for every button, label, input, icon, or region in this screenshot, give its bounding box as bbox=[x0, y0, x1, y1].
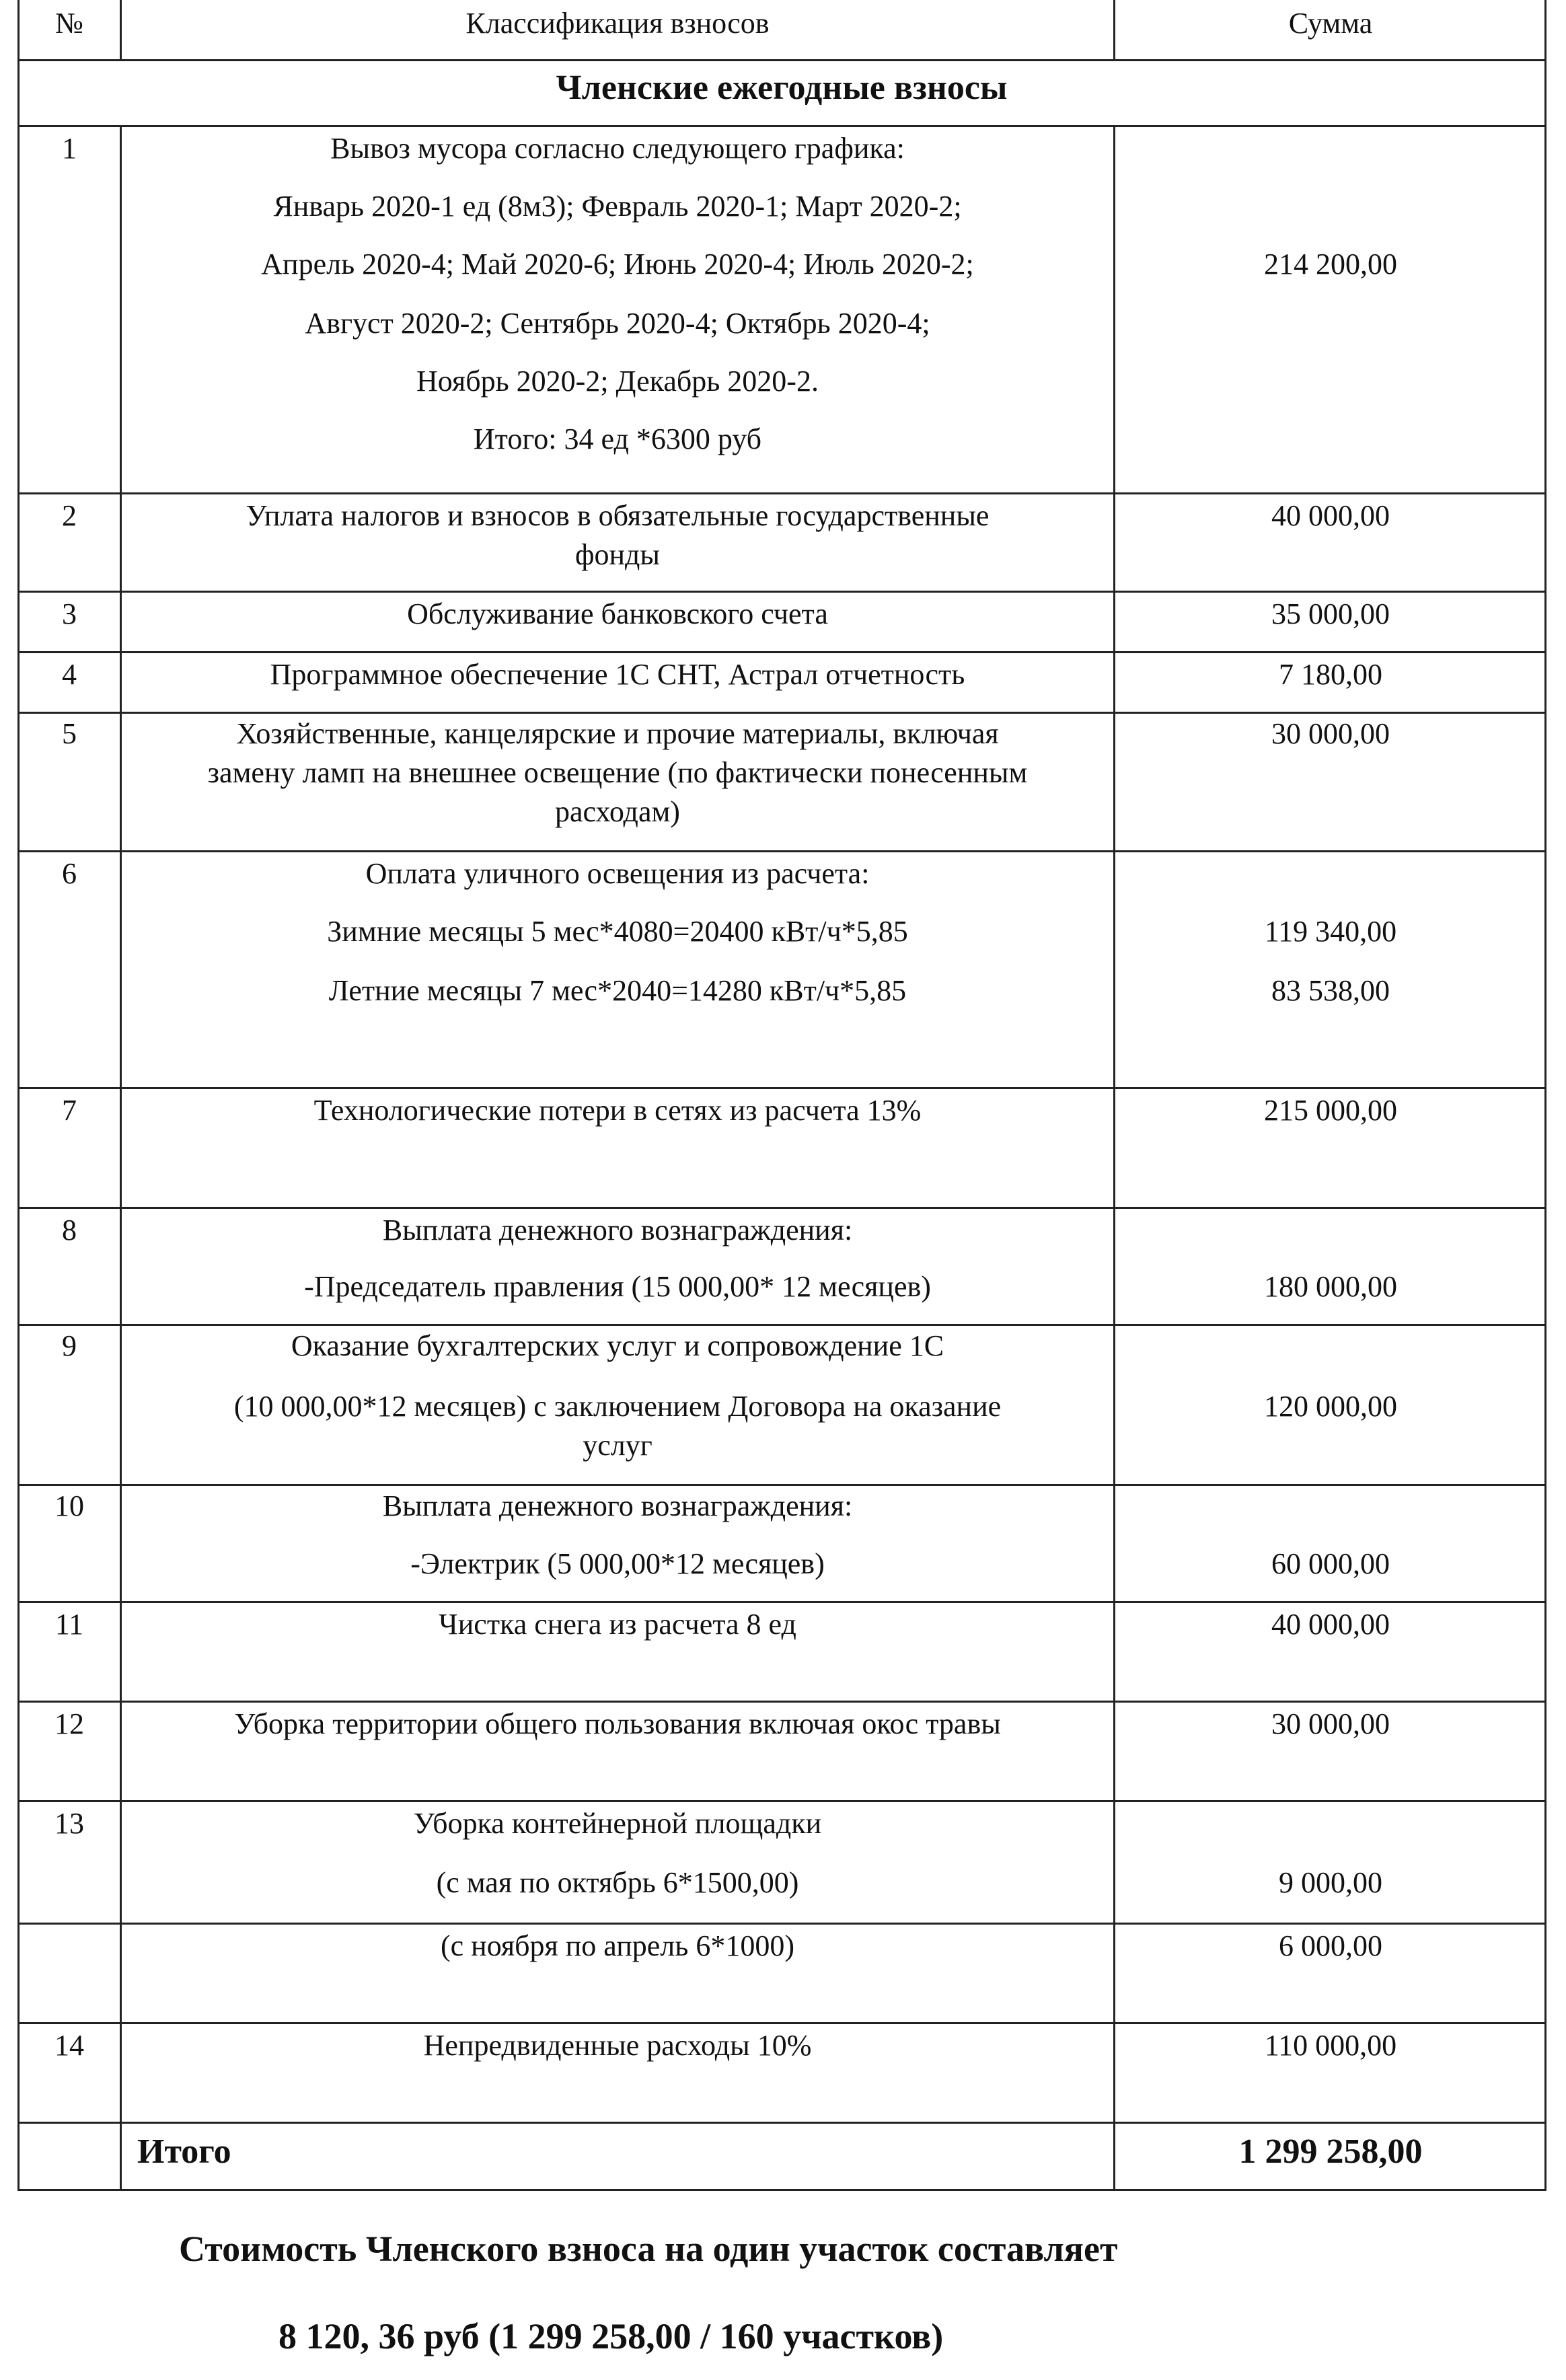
row-text-line: Январь 2020-1 ед (8м3); Февраль 2020-1; Март 2020-2; bbox=[273, 190, 962, 223]
grid-hline bbox=[17, 1923, 1546, 1925]
row-sum: 35 000,00 bbox=[1271, 597, 1390, 630]
row-num: 13 bbox=[54, 1807, 84, 1840]
header-num: № bbox=[55, 7, 83, 40]
section-title: Членские ежегодные взносы bbox=[556, 69, 1008, 107]
row-sum: 180 000,00 bbox=[1264, 1270, 1397, 1303]
row-num: 9 bbox=[62, 1329, 77, 1362]
row-text-line: Апрель 2020-4; Май 2020-6; Июнь 2020-4; Июль 2020-2; bbox=[261, 248, 974, 281]
grid-hline bbox=[17, 1800, 1546, 1802]
row-sum: 40 000,00 bbox=[1271, 1608, 1390, 1641]
row-sum: 30 000,00 bbox=[1271, 1707, 1390, 1740]
row-sum: 119 340,00 bbox=[1264, 915, 1397, 948]
grid-hline bbox=[17, 712, 1546, 714]
row-text-line: фонды bbox=[574, 538, 660, 571]
footer-line-1: Стоимость Членского взноса на один участок составляет bbox=[179, 2229, 1118, 2269]
row-text-line: (10 000,00*12 месяцев) с заключением Договора на оказание bbox=[233, 1390, 1002, 1423]
grid-hline bbox=[17, 591, 1546, 593]
row-text-line: Зимние месяцы 5 мес*4080=20400 кВт/ч*5,85 bbox=[327, 915, 908, 948]
row-text-line: Итого: 34 ед *6300 руб bbox=[473, 422, 762, 455]
grid-hline bbox=[17, 1701, 1546, 1703]
row-sum: 30 000,00 bbox=[1271, 717, 1390, 750]
row-sum: 120 000,00 bbox=[1264, 1390, 1397, 1423]
grid-hline bbox=[17, 2189, 1546, 2191]
row-text-line: услуг bbox=[583, 1429, 652, 1462]
row-text-line: расходам) bbox=[555, 795, 680, 828]
row-num: 7 bbox=[62, 1094, 77, 1127]
row-num: 5 bbox=[62, 717, 77, 750]
row-text-line: Оказание бухгалтерских услуг и сопровождение 1С bbox=[291, 1329, 944, 1362]
row-text-line: (с ноября по апрель 6*1000) bbox=[440, 1929, 794, 1962]
grid-hline bbox=[17, 850, 1546, 852]
row-num: 14 bbox=[54, 2029, 84, 2062]
row-num: 1 bbox=[62, 132, 77, 165]
row-sum: 110 000,00 bbox=[1264, 2029, 1397, 2062]
row-sum: 7 180,00 bbox=[1279, 658, 1382, 691]
grid-hline bbox=[17, 1484, 1546, 1486]
row-text-line: замену ламп на внешнее освещение (по фактически понесенным bbox=[207, 756, 1028, 789]
row-text-line: Непредвиденные расходы 10% bbox=[423, 2029, 812, 2062]
grid-hline bbox=[17, 2022, 1546, 2024]
row-text-line: Уборка контейнерной площадки bbox=[413, 1807, 822, 1840]
row-num: 8 bbox=[62, 1214, 77, 1247]
row-num: 6 bbox=[62, 857, 77, 890]
grid-hline bbox=[17, 1087, 1546, 1089]
row-sum: 60 000,00 bbox=[1271, 1547, 1390, 1580]
row-text-line: Хозяйственные, канцелярские и прочие материалы, включая bbox=[236, 717, 999, 750]
total-label: Итого bbox=[137, 2132, 231, 2171]
row-sum: 215 000,00 bbox=[1264, 1094, 1397, 1127]
row-text-line: Уплата налогов и взносов в обязательные государственные bbox=[246, 499, 990, 532]
grid-hline bbox=[17, 1601, 1546, 1603]
row-sum: 83 538,00 bbox=[1271, 974, 1390, 1007]
row-text-line: Выплата денежного вознаграждения: bbox=[382, 1489, 853, 1522]
header-classification: Классификация взносов bbox=[465, 7, 770, 40]
grid-hline bbox=[17, 492, 1546, 494]
row-text-line: (с мая по октябрь 6*1500,00) bbox=[436, 1866, 799, 1899]
grid-hline bbox=[17, 59, 1546, 61]
total-sum: 1 299 258,00 bbox=[1238, 2132, 1423, 2171]
grid-hline bbox=[17, 1207, 1546, 1209]
row-num: 3 bbox=[62, 597, 77, 630]
row-sum: 214 200,00 bbox=[1264, 248, 1397, 281]
row-text-line: Август 2020-2; Сентябрь 2020-4; Октябрь 2020-4; bbox=[305, 307, 930, 340]
header-sum: Сумма bbox=[1288, 7, 1373, 40]
footer-line-2: 8 120, 36 руб (1 299 258,00 / 160 участков) bbox=[278, 2316, 944, 2356]
row-text-line: Чистка снега из расчета 8 ед bbox=[439, 1608, 796, 1641]
row-text-line: Ноябрь 2020-2; Декабрь 2020-2. bbox=[416, 365, 819, 398]
grid-hline bbox=[17, 125, 1546, 127]
row-sum: 9 000,00 bbox=[1279, 1866, 1382, 1899]
row-text-line: Летние месяцы 7 мес*2040=14280 кВт/ч*5,85 bbox=[328, 974, 907, 1007]
row-text-line: Обслуживание банковского счета bbox=[407, 597, 828, 630]
row-num: 2 bbox=[62, 499, 77, 532]
row-sum: 6 000,00 bbox=[1279, 1929, 1382, 1962]
row-sum: 40 000,00 bbox=[1271, 499, 1390, 532]
row-num: 4 bbox=[62, 658, 77, 691]
row-text-line: Технологические потери в сетях из расчета 13% bbox=[313, 1094, 922, 1127]
row-text-line: -Председатель правления (15 000,00* 12 месяцев) bbox=[304, 1270, 931, 1303]
row-text-line: Выплата денежного вознаграждения: bbox=[382, 1214, 853, 1247]
grid-hline bbox=[17, 1324, 1546, 1326]
row-num: 11 bbox=[54, 1608, 84, 1641]
row-text-line: Программное обеспечение 1С СНТ, Астрал отчетность bbox=[270, 658, 965, 691]
grid-hline bbox=[17, 651, 1546, 653]
row-text-line: -Электрик (5 000,00*12 месяцев) bbox=[410, 1547, 825, 1580]
row-text-line: Оплата уличного освещения из расчета: bbox=[365, 857, 870, 890]
grid-hline bbox=[17, 2122, 1546, 2124]
row-text-line: Вывоз мусора согласно следующего графика: bbox=[330, 132, 905, 165]
row-text-line: Уборка территории общего пользования включая окос травы bbox=[234, 1707, 1001, 1740]
row-num: 10 bbox=[54, 1489, 84, 1522]
row-num: 12 bbox=[54, 1707, 84, 1740]
